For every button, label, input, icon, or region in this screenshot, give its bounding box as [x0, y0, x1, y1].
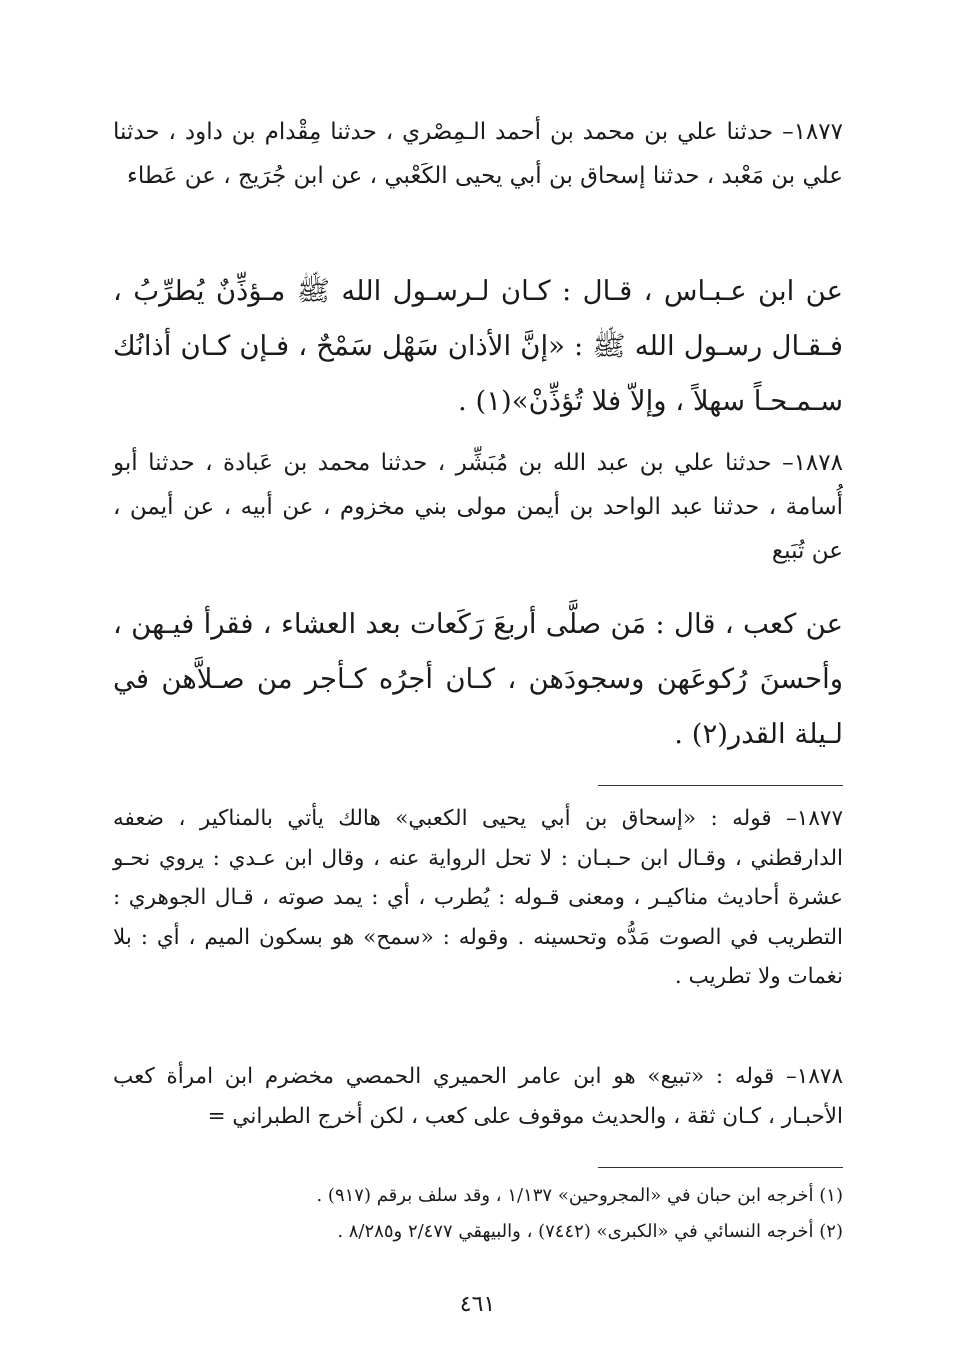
hadith-1878-matn: عن كعب ، قال : مَن صلَّى أربعَ رَكَعات بعد العشاء ، فقرأ فيـهن ، وأحسنَ رُكوعَهن وسجودَهن ، كـان أجرُه كـأجر من صـلاَّهن في لـيلة القدر(٢) . [113, 608, 843, 750]
footnote-2: (٢) أخرجه النسائي في «الكبرى» (٧٤٤٢) ، والبيهقي ٢/٤٧٧ و٨/٢٨٥ . [337, 1221, 843, 1242]
hadith-1877-isnad: ١٨٧٧– حدثنا علي بن محمد بن أحمد الـمِصْري ، حدثنا مِقْدام بن داود ، حدثنا علي بن مَعْبد ، حدثنا إسحاق بن أبي يحيى الكَعْبي ، عن ابن جُرَيج ، عن عَطاء [113, 119, 843, 189]
footnote-1: (١) أخرجه ابن حبان في «المجروحين» ١/١٣٧ ، وقد سلف برقم (٩١٧) . [316, 1185, 843, 1206]
page-number: ٤٦١ [459, 1292, 496, 1317]
hadith-1878-isnad: ١٨٧٨– حدثنا علي بن عبد الله بن مُبَشِّر ، حدثنا محمد بن عَبادة ، حدثنا أبو أُسامة ، حدثنا عبد الواحد بن أيمن مولى بني مخزوم ، عن أبيه ، عن أيمن ، عن تُبَيع [113, 450, 843, 564]
commentary-separator [598, 785, 843, 786]
footnote-separator [598, 1167, 843, 1168]
commentary-note-1878: ١٨٧٨– قوله : «تبيع» هو ابن عامر الحميري الحمصي مخضرم ابن امرأة كعب الأحبـار ، كـان ثقة ، والحديث موقوف على كعب ، لكن أخرج الطبراني = [113, 1064, 843, 1129]
hadith-1877-matn: عن ابن عـبـاس ، قـال : كـان لـرسـول الله ﷺ مـؤذِّنٌ يُطرِّبُ ، فـقـال رسـول الله ﷺ : «إنَّ الأذان سَهْل سَمْحٌ ، فـإن كـان أذانُك سـمـحـاً سهلاً ، وإلاّ فلا تُؤذِّنْ»(١) . [113, 275, 843, 417]
commentary-note-1877: ١٨٧٧– قوله : «إسحاق بن أبي يحيى الكعبي» هالك يأتي بالمناكير ، ضعفه الدارقطني ، وقـال ابن حـبـان : لا تحل الرواية عنه ، وقال ابن عـدي : يروي نحـو عشرة أحاديث مناكيـر ، ومعنى قـوله : يُطرب ، أي : يمد صوته ، قـال الجوهري : التطريب في الصوت مَدُّه وتحسينه . وقوله : «سمح» هو بسكون الميم ، أي : بلا نغمات ولا تطريب . [113, 806, 843, 989]
